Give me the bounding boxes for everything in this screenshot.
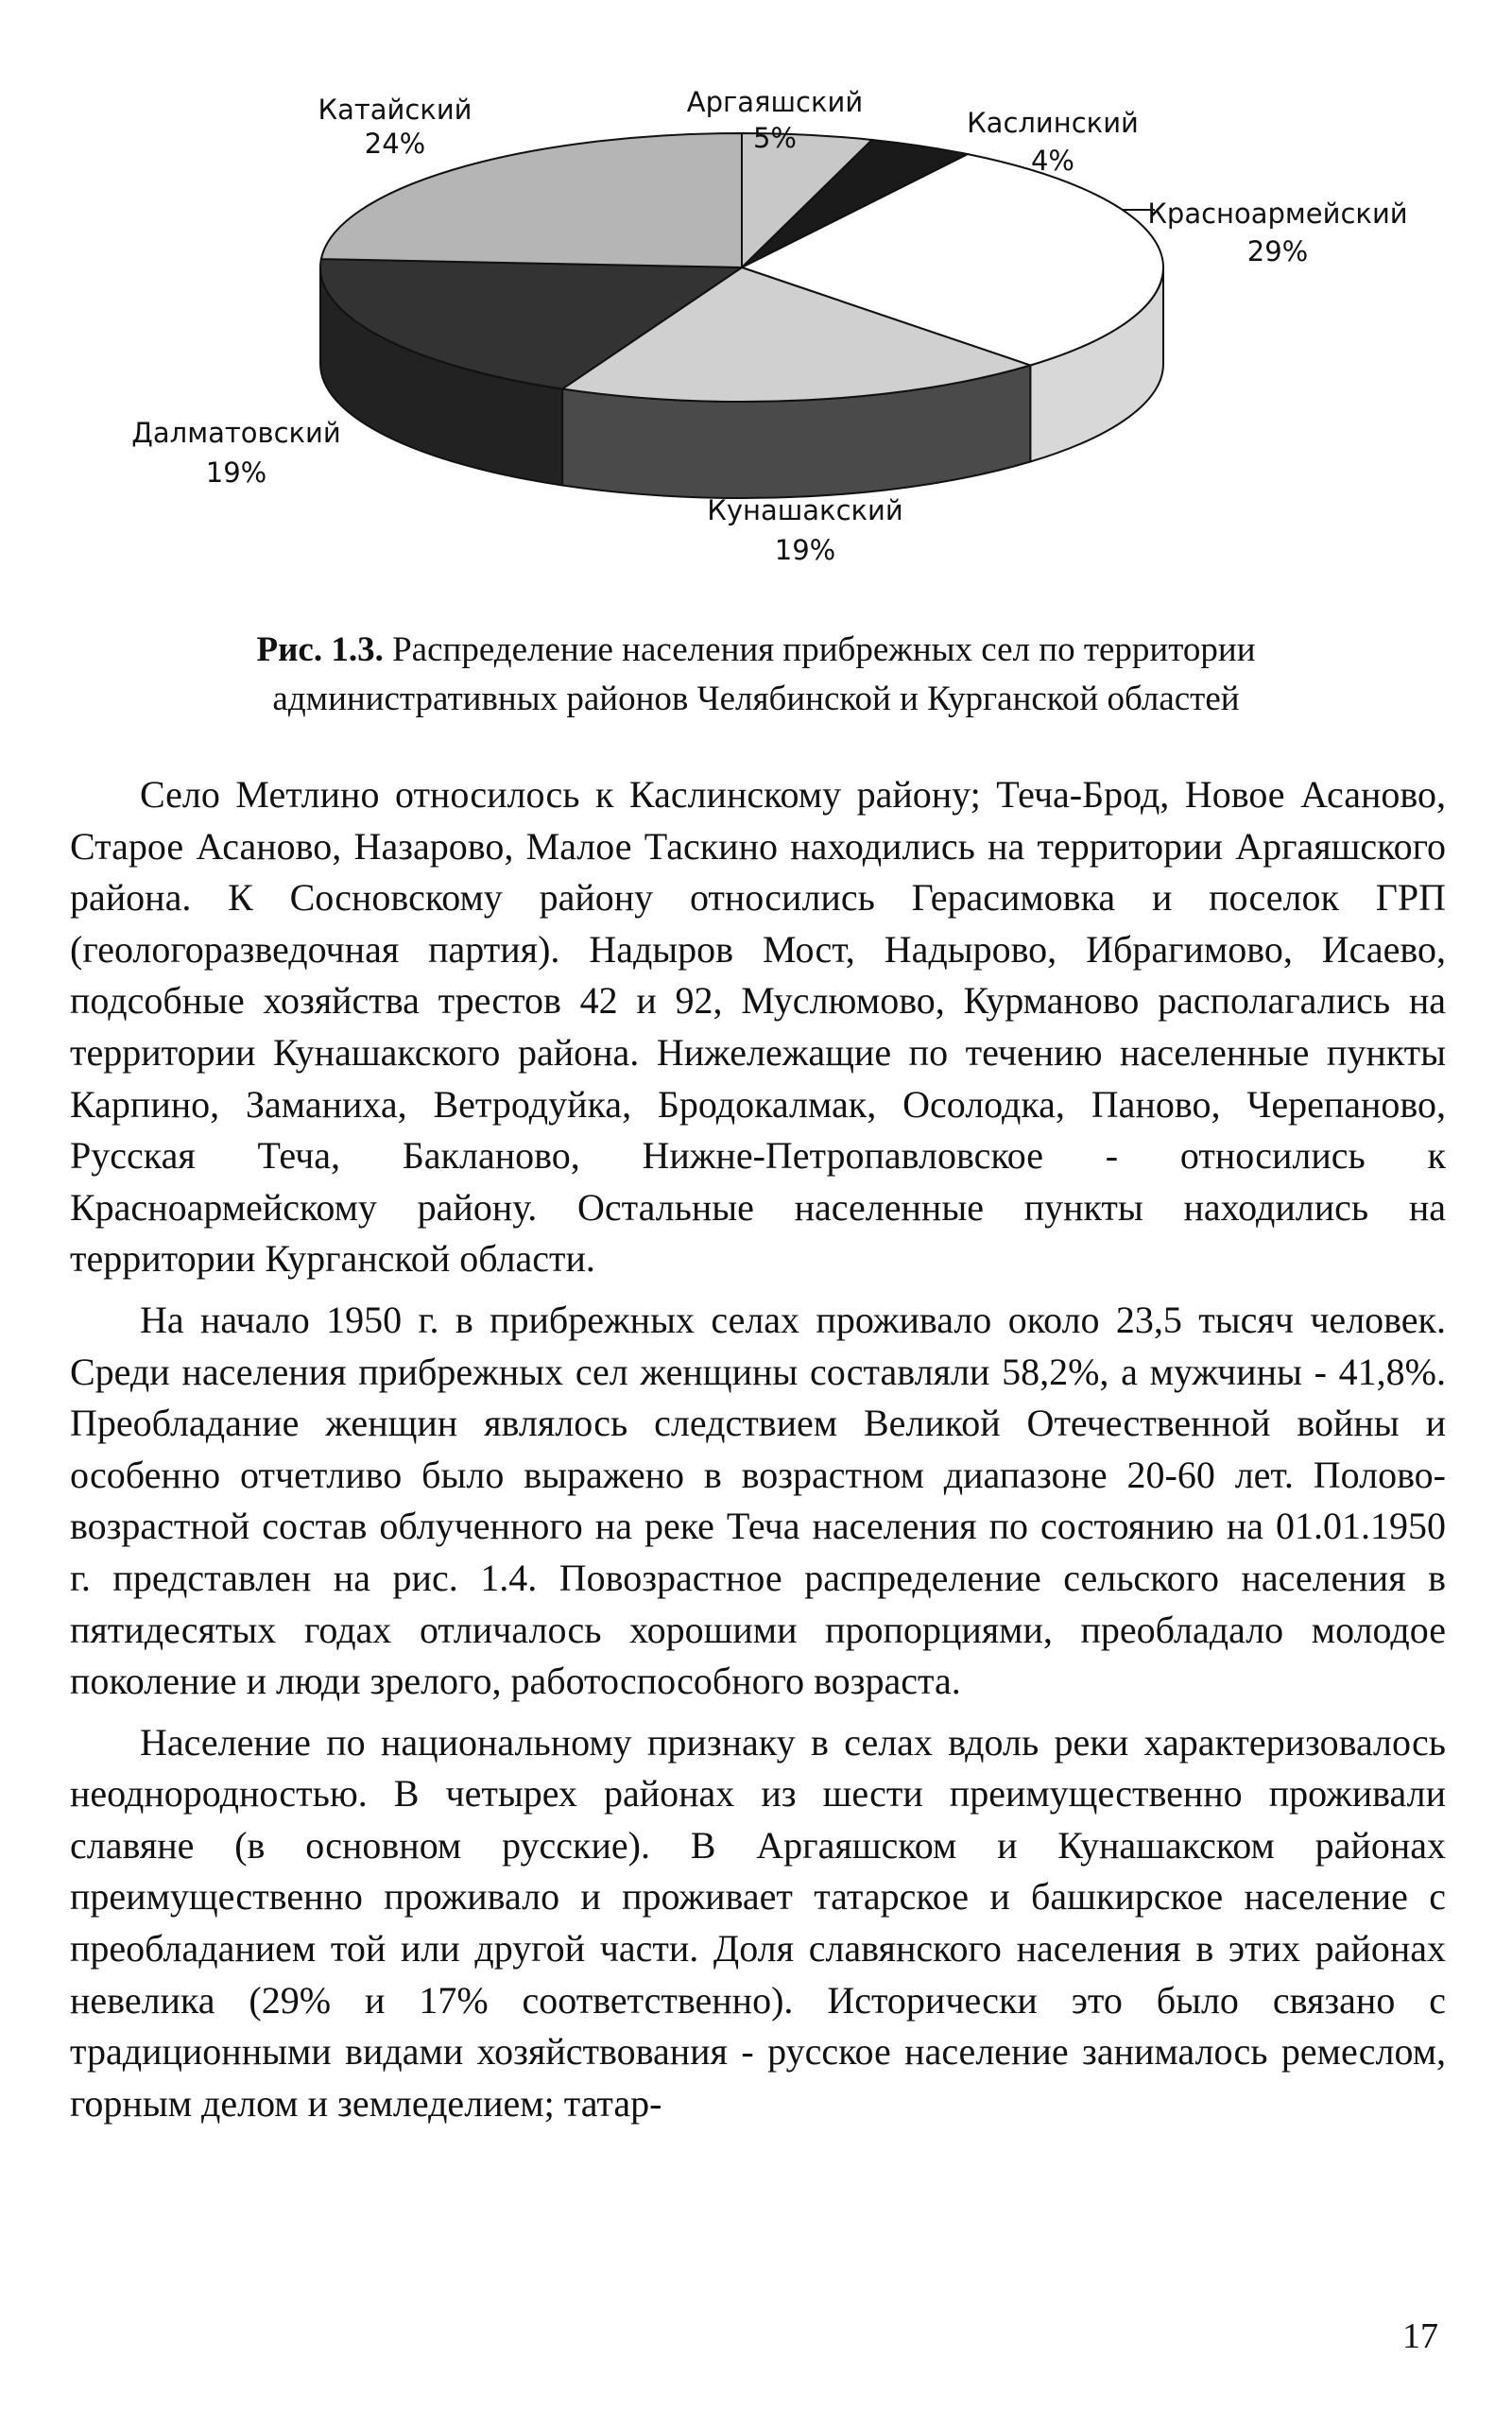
label-kunashak-value: 19% xyxy=(774,534,836,566)
page-number: 17 xyxy=(1402,2316,1438,2356)
label-kataysky-name: Катайский xyxy=(318,94,472,126)
figure-caption-text: Распределение населения прибрежных сел по территории административных районов Челябинской и Курганской областей xyxy=(272,630,1256,718)
body-text xyxy=(70,769,1446,2139)
label-argayash-value: 5% xyxy=(752,122,798,154)
label-argayash-name: Аргаяшский xyxy=(686,86,864,118)
label-dalmatovsky-value: 19% xyxy=(205,456,267,489)
label-krasnoarmeysky-name: Красноармейский xyxy=(1147,198,1408,230)
label-kaslinsky-value: 4% xyxy=(1030,145,1075,177)
paragraph-3: Население по национальному признаку в селах вдоль реки характеризовалось неоднородностью. В четырех районах из шести преимущественно проживали славяне (в основном русские). В Аргаяшском и Кунашакском районах преимущественно проживало и проживает татарское и башкирское население с преобладанием той или другой части. Доля славянского населения в этих районах невелика (29% и 17% соответственно). Исторически это было связано с традиционными видами хозяйствования - русское население занималось ремеслом, горным делом и земледелием; татар- xyxy=(70,1720,1446,2125)
paragraph-2: На начало 1950 г. в прибрежных селах проживало около 23,5 тысяч человек. Среди населения прибрежных сел женщины составляли 58,2%, а мужчины - 41,8%. Преобладание женщин являлось следствием Великой Отечественной войны и особенно отчетливо было выражено в возрастном диапазоне 20-60 лет. Полово-возрастной состав облученного на реке Теча населения по состоянию на 01.01.1950 г. представлен на рис. 1.4. Повозрастное распределение сельского населения в пятидесятых годах отличалось хорошими пропорциями, преобладало молодое поколение и люди зрелого, работоспособного возраста. xyxy=(70,1298,1446,1703)
paragraph-1: Село Метлино относилось к Каслинскому району; Теча-Брод, Новое Асаново, Старое Асаново, Назарово, Малое Таскино находились на территории Аргаяшского района. К Сосновскому району относились Герасимовка и поселок ГРП (геологоразведочная партия). Надыров Мост, Надырово, Ибрагимово, Исаево, подсобные хозяйства трестов 42 и 92, Муслюмово, Курманово располагались на территории Кунашакского района. Нижележащие по течению населенные пункты Карпино, Заманиха, Ветродуйка, Бродокалмак, Осолодка, Паново, Черепаново, Русская Теча, Бакланово, Нижне-Петропавловское - относились к Красноармейскому району. Остальные населенные пункты находились на территории Курганской области. xyxy=(70,773,1446,1281)
figure-number: Рис. 1.3. xyxy=(256,630,384,669)
pie-chart-svg xyxy=(0,0,1512,605)
pie-chart xyxy=(0,0,1512,605)
figure-caption xyxy=(113,626,1399,724)
label-kataysky-value: 24% xyxy=(364,128,426,160)
label-dalmatovsky-name: Далматовский xyxy=(131,417,341,449)
label-kaslinsky-name: Каслинский xyxy=(967,107,1139,139)
label-kunashak-name: Кунашакский xyxy=(707,494,903,526)
label-krasnoarmeysky-value: 29% xyxy=(1246,235,1309,267)
